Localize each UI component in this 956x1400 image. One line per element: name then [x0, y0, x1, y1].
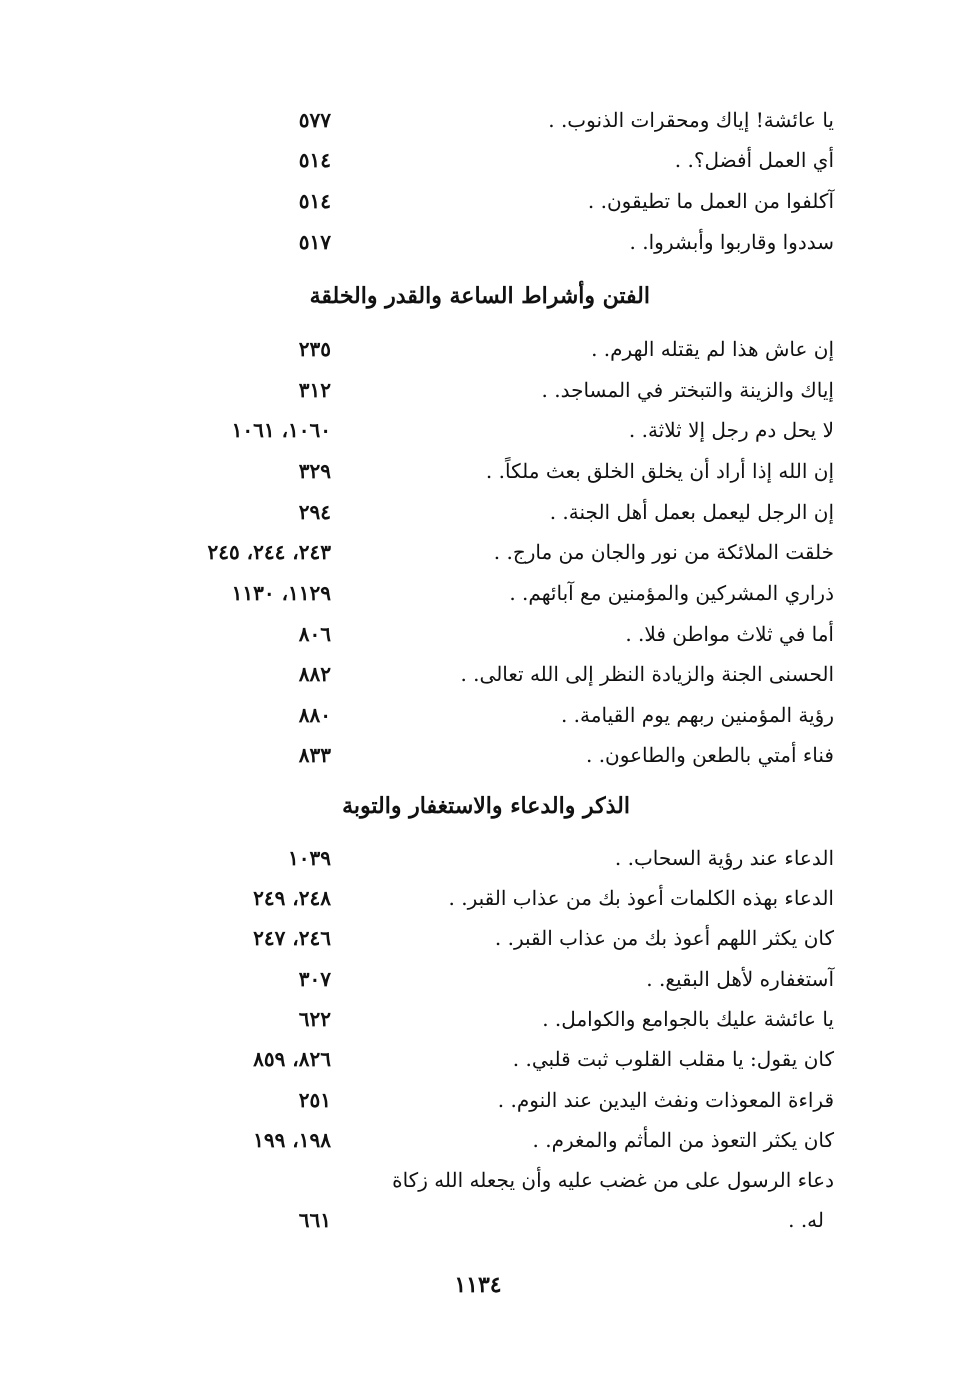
entry-text: كان يقول: يا مقلب القلوب ثبت قلبي. . [512, 1047, 834, 1071]
index-entry [0, 181, 956, 221]
index-entry [0, 918, 956, 958]
entry-text: أي العمل أفضل؟. . [674, 148, 834, 172]
entry-pages: ١٠٣٩ [288, 846, 331, 870]
index-entry [0, 532, 956, 572]
entry-pages: ٥١٤ [298, 189, 331, 213]
entry-pages: ١٠٦٠، ١٠٦١ [231, 418, 331, 442]
index-entry [0, 329, 956, 369]
index-entry [0, 370, 956, 410]
index-entry [0, 410, 956, 450]
entry-pages: ١١٢٩، ١١٣٠ [231, 581, 331, 605]
entry-pages: ٢٤٣، ٢٤٤، ٢٤٥ [207, 540, 331, 564]
entry-pages: ٣٠٧ [298, 967, 331, 991]
entry-pages: ٥١٤ [298, 148, 331, 172]
entry-text: كان يكثر اللهم أعوذ بك من عذاب القبر. . [494, 926, 834, 950]
index-entry [0, 959, 956, 999]
index-entry [0, 1039, 956, 1079]
entry-text: إياك والزينة والتبختر في المساجد. . [541, 378, 834, 402]
entry-text: إن عاش هذا لم يقتله الهرم. . [591, 337, 834, 361]
entry-text: يا عائشة! إياك ومحقرات الذنوب. . [548, 108, 834, 132]
entry-text: فناء أمتي بالطعن والطاعون. . [585, 743, 834, 767]
entry-text: الحسنى الجنة والزيادة النظر إلى الله تعالى. . [460, 662, 834, 686]
section-heading: الفتن وأشراط الساعة والقدر والخلقة [309, 283, 650, 309]
entry-text: لا يحل دم رجل إلا ثلاثة. . [628, 418, 834, 442]
entry-text: إن الله إذا أراد أن يخلق الخلق بعث ملكاً. . [485, 459, 834, 483]
entry-text: يا عائشة عليك بالجوامع والكوامل. . [542, 1007, 834, 1031]
entry-text: ذراري المشركين والمؤمنين مع آبائهم. . [509, 581, 834, 605]
entry-pages: ٢٤٦، ٢٤٧ [253, 926, 331, 950]
index-entry [0, 999, 956, 1039]
entry-text: أما في ثلاث مواطن فلا. . [625, 622, 834, 646]
index-entry [0, 1120, 956, 1160]
entry-text: آستغفاره لأهل البقيع. . [646, 967, 834, 991]
section-heading: الذكر والدعاء والاستغفار والتوبة [342, 793, 630, 819]
entry-pages: ٥٧٧ [298, 108, 331, 132]
index-entry [0, 140, 956, 180]
entry-text: الدعاء عند رؤية السحاب. . [614, 846, 834, 870]
entry-pages: ٦٢٢ [298, 1007, 331, 1031]
index-entry [0, 735, 956, 775]
page-number: ١١٣٤ [454, 1272, 502, 1298]
index-entry [0, 451, 956, 491]
index-entry [0, 1080, 956, 1120]
entry-pages: ٨٢٦، ٨٥٩ [253, 1047, 331, 1071]
entry-text: له. . [788, 1208, 824, 1232]
entry-pages: ٨٣٣ [298, 743, 331, 767]
entry-pages: ٢٣٥ [298, 337, 331, 361]
index-entry [0, 614, 956, 654]
entry-pages: ٨٠٦ [298, 622, 331, 646]
entry-text: سددوا وقاربوا وأبشروا. . [629, 230, 834, 254]
entry-pages: ٢٥١ [298, 1088, 331, 1112]
entry-text: آكلفوا من العمل ما تطيقون. . [587, 189, 834, 213]
index-entry [0, 573, 956, 613]
index-entry [0, 878, 956, 918]
index-entry-line1 [0, 1160, 956, 1200]
entry-pages: ٣٢٩ [298, 459, 331, 483]
entry-pages: ٥١٧ [298, 230, 331, 254]
entry-pages: ٨٨٢ [298, 662, 331, 686]
entry-pages: ٦٦١ [298, 1208, 331, 1232]
index-entry [0, 695, 956, 735]
entry-pages: ٣١٢ [298, 378, 331, 402]
entry-text: كان يكثر التعوذ من المأثم والمغرم. . [532, 1128, 834, 1152]
index-entry [0, 100, 956, 140]
entry-pages: ٢٩٤ [298, 500, 331, 524]
index-entry [0, 654, 956, 694]
entry-text: قراءة المعوذات ونفث اليدين عند النوم. . [497, 1088, 834, 1112]
index-entry [0, 492, 956, 532]
entry-text: رؤية المؤمنين ربهم يوم القيامة. . [560, 703, 834, 727]
entry-pages: ٨٨٠ [298, 703, 331, 727]
index-entry-line2 [0, 1200, 956, 1240]
entry-pages: ١٩٨، ١٩٩ [253, 1128, 331, 1152]
entry-text: الدعاء بهذه الكلمات أعوذ بك من عذاب القبر. . [448, 886, 834, 910]
entry-text: إن الرجل ليعمل بعمل أهل الجنة. . [549, 500, 834, 524]
index-entry [0, 222, 956, 262]
index-entry [0, 838, 956, 878]
entry-pages: ٢٤٨، ٢٤٩ [253, 886, 331, 910]
entry-text: دعاء الرسول على من غضب عليه وأن يجعله الله زكاة [392, 1168, 834, 1192]
entry-text: خلقت الملائكة من نور والجان من مارج. . [493, 540, 834, 564]
